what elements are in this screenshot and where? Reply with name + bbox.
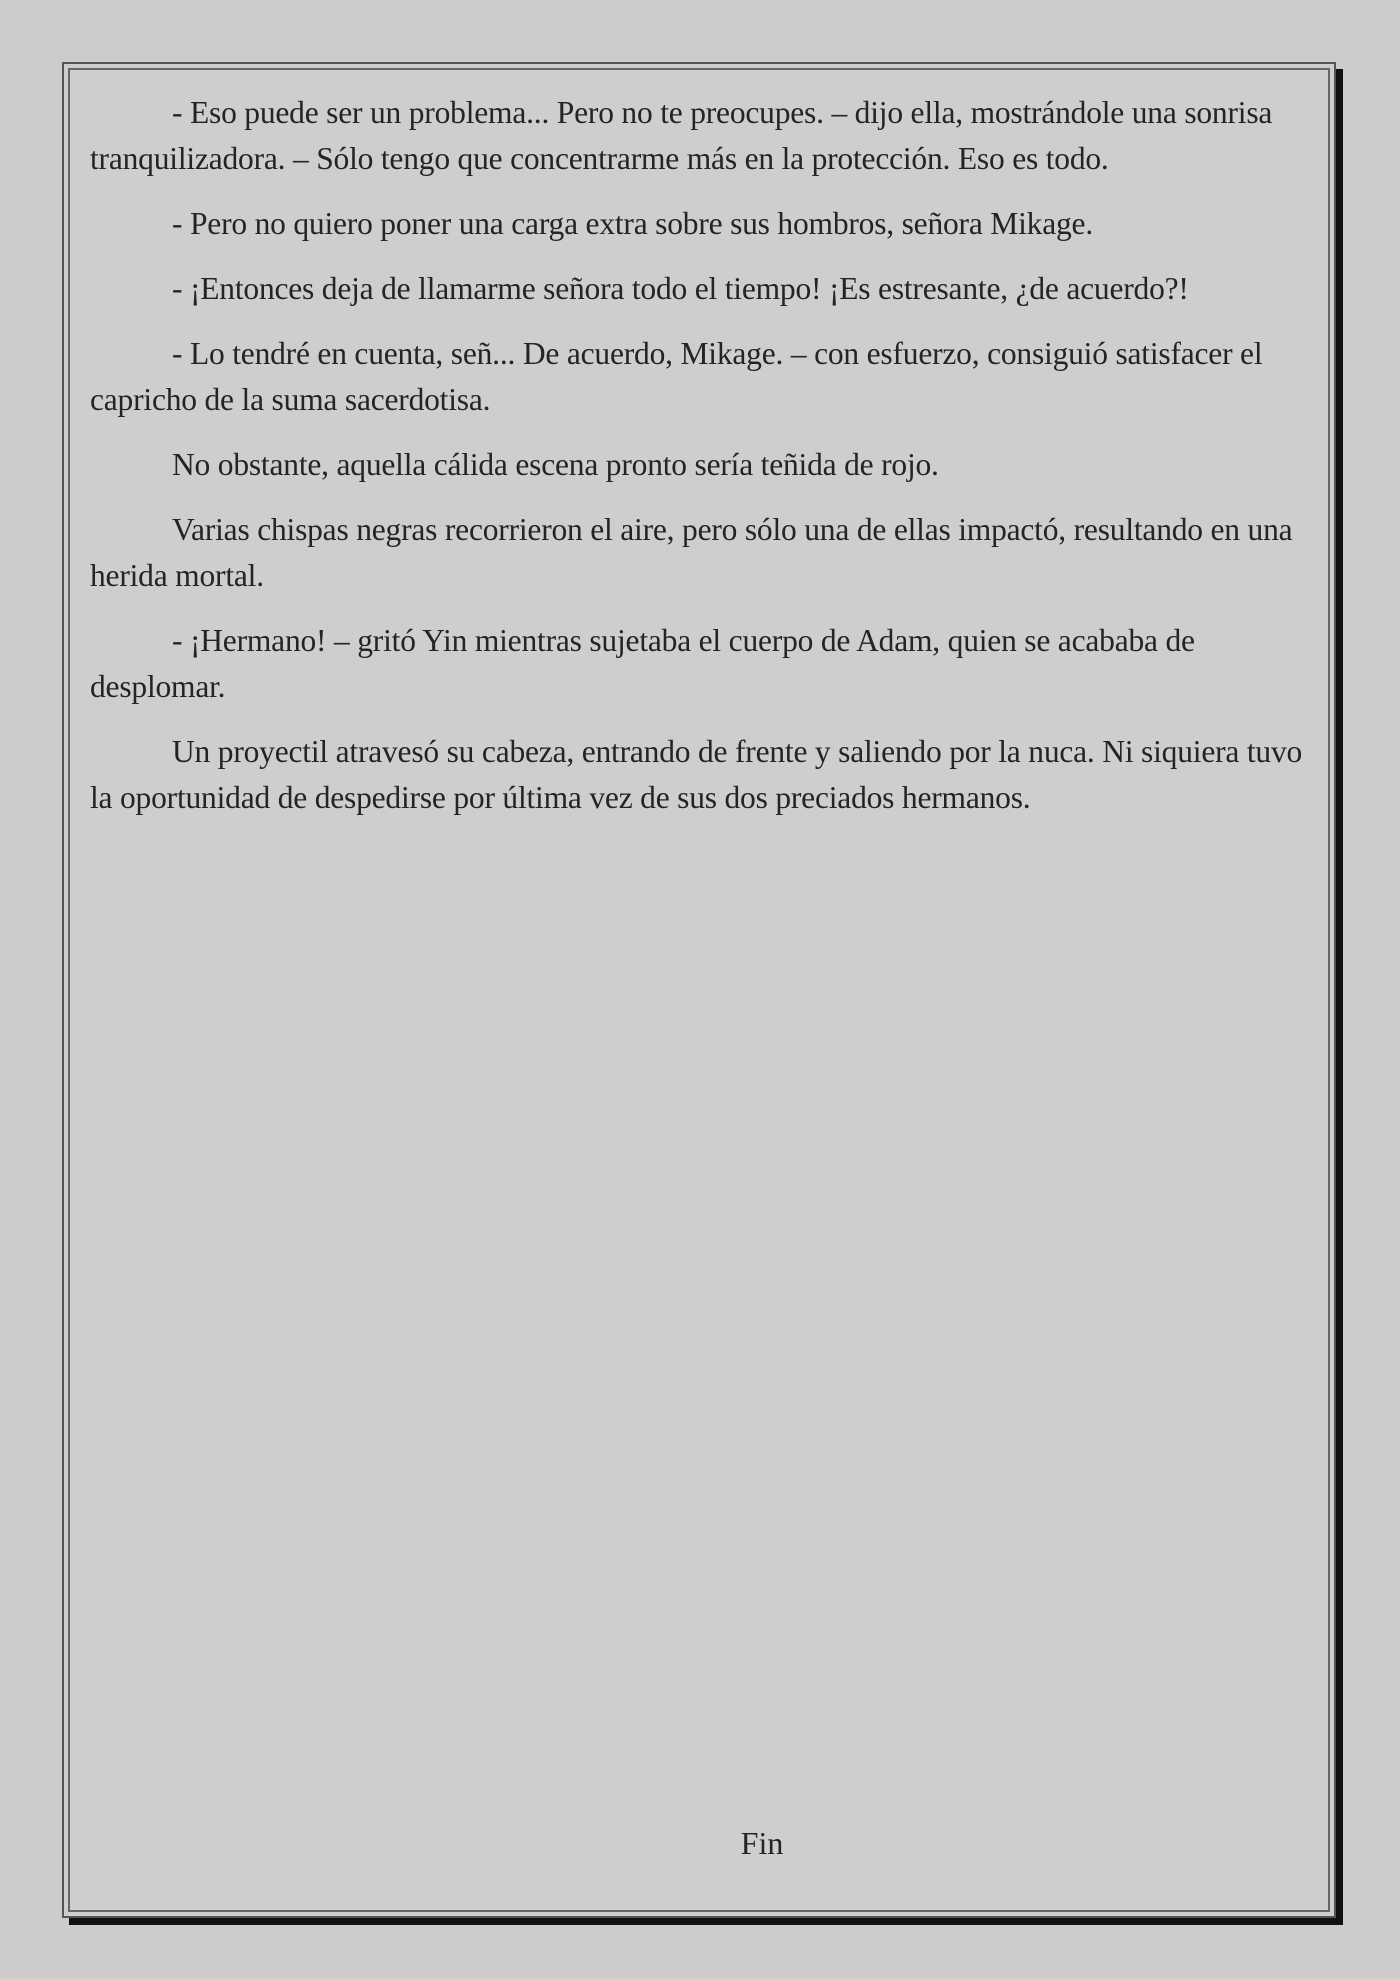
paragraph: - Lo tendré en cuenta, señ... De acuerdo, Mikage. – con esfuerzo, consiguió satisfacer el capricho de la suma sacerdotisa. xyxy=(90,336,1263,417)
paragraph: Varias chispas negras recorrieron el aire, pero sólo una de ellas impactó, resultando en una herida mortal. xyxy=(90,512,1293,593)
text-body xyxy=(90,90,1308,840)
paragraph: - Pero no quiero poner una carga extra sobre sus hombros, señora Mikage. xyxy=(172,206,1094,241)
paragraph: Un proyectil atravesó su cabeza, entrando de frente y saliendo por la nuca. Ni siquiera tuvo la oportunidad de despedirse por última vez de sus dos preciados hermanos. xyxy=(90,734,1303,815)
footer-fin: Fin xyxy=(740,1825,784,1861)
page-border xyxy=(68,68,1330,1912)
page xyxy=(62,62,1336,1918)
paragraph: - Eso puede ser un problema... Pero no te preocupes. – dijo ella, mostrándole una sonrisa tranquilizadora. – Sólo tengo que concentrarme más en la protección. Eso es todo. xyxy=(90,95,1273,176)
paragraph: - ¡Hermano! – gritó Yin mientras sujetaba el cuerpo de Adam, quien se acababa de desplomar. xyxy=(90,623,1195,704)
paragraph: - ¡Entonces deja de llamarme señora todo el tiempo! ¡Es estresante, ¿de acuerdo?! xyxy=(172,271,1189,306)
paragraph: No obstante, aquella cálida escena pronto sería teñida de rojo. xyxy=(172,447,939,482)
